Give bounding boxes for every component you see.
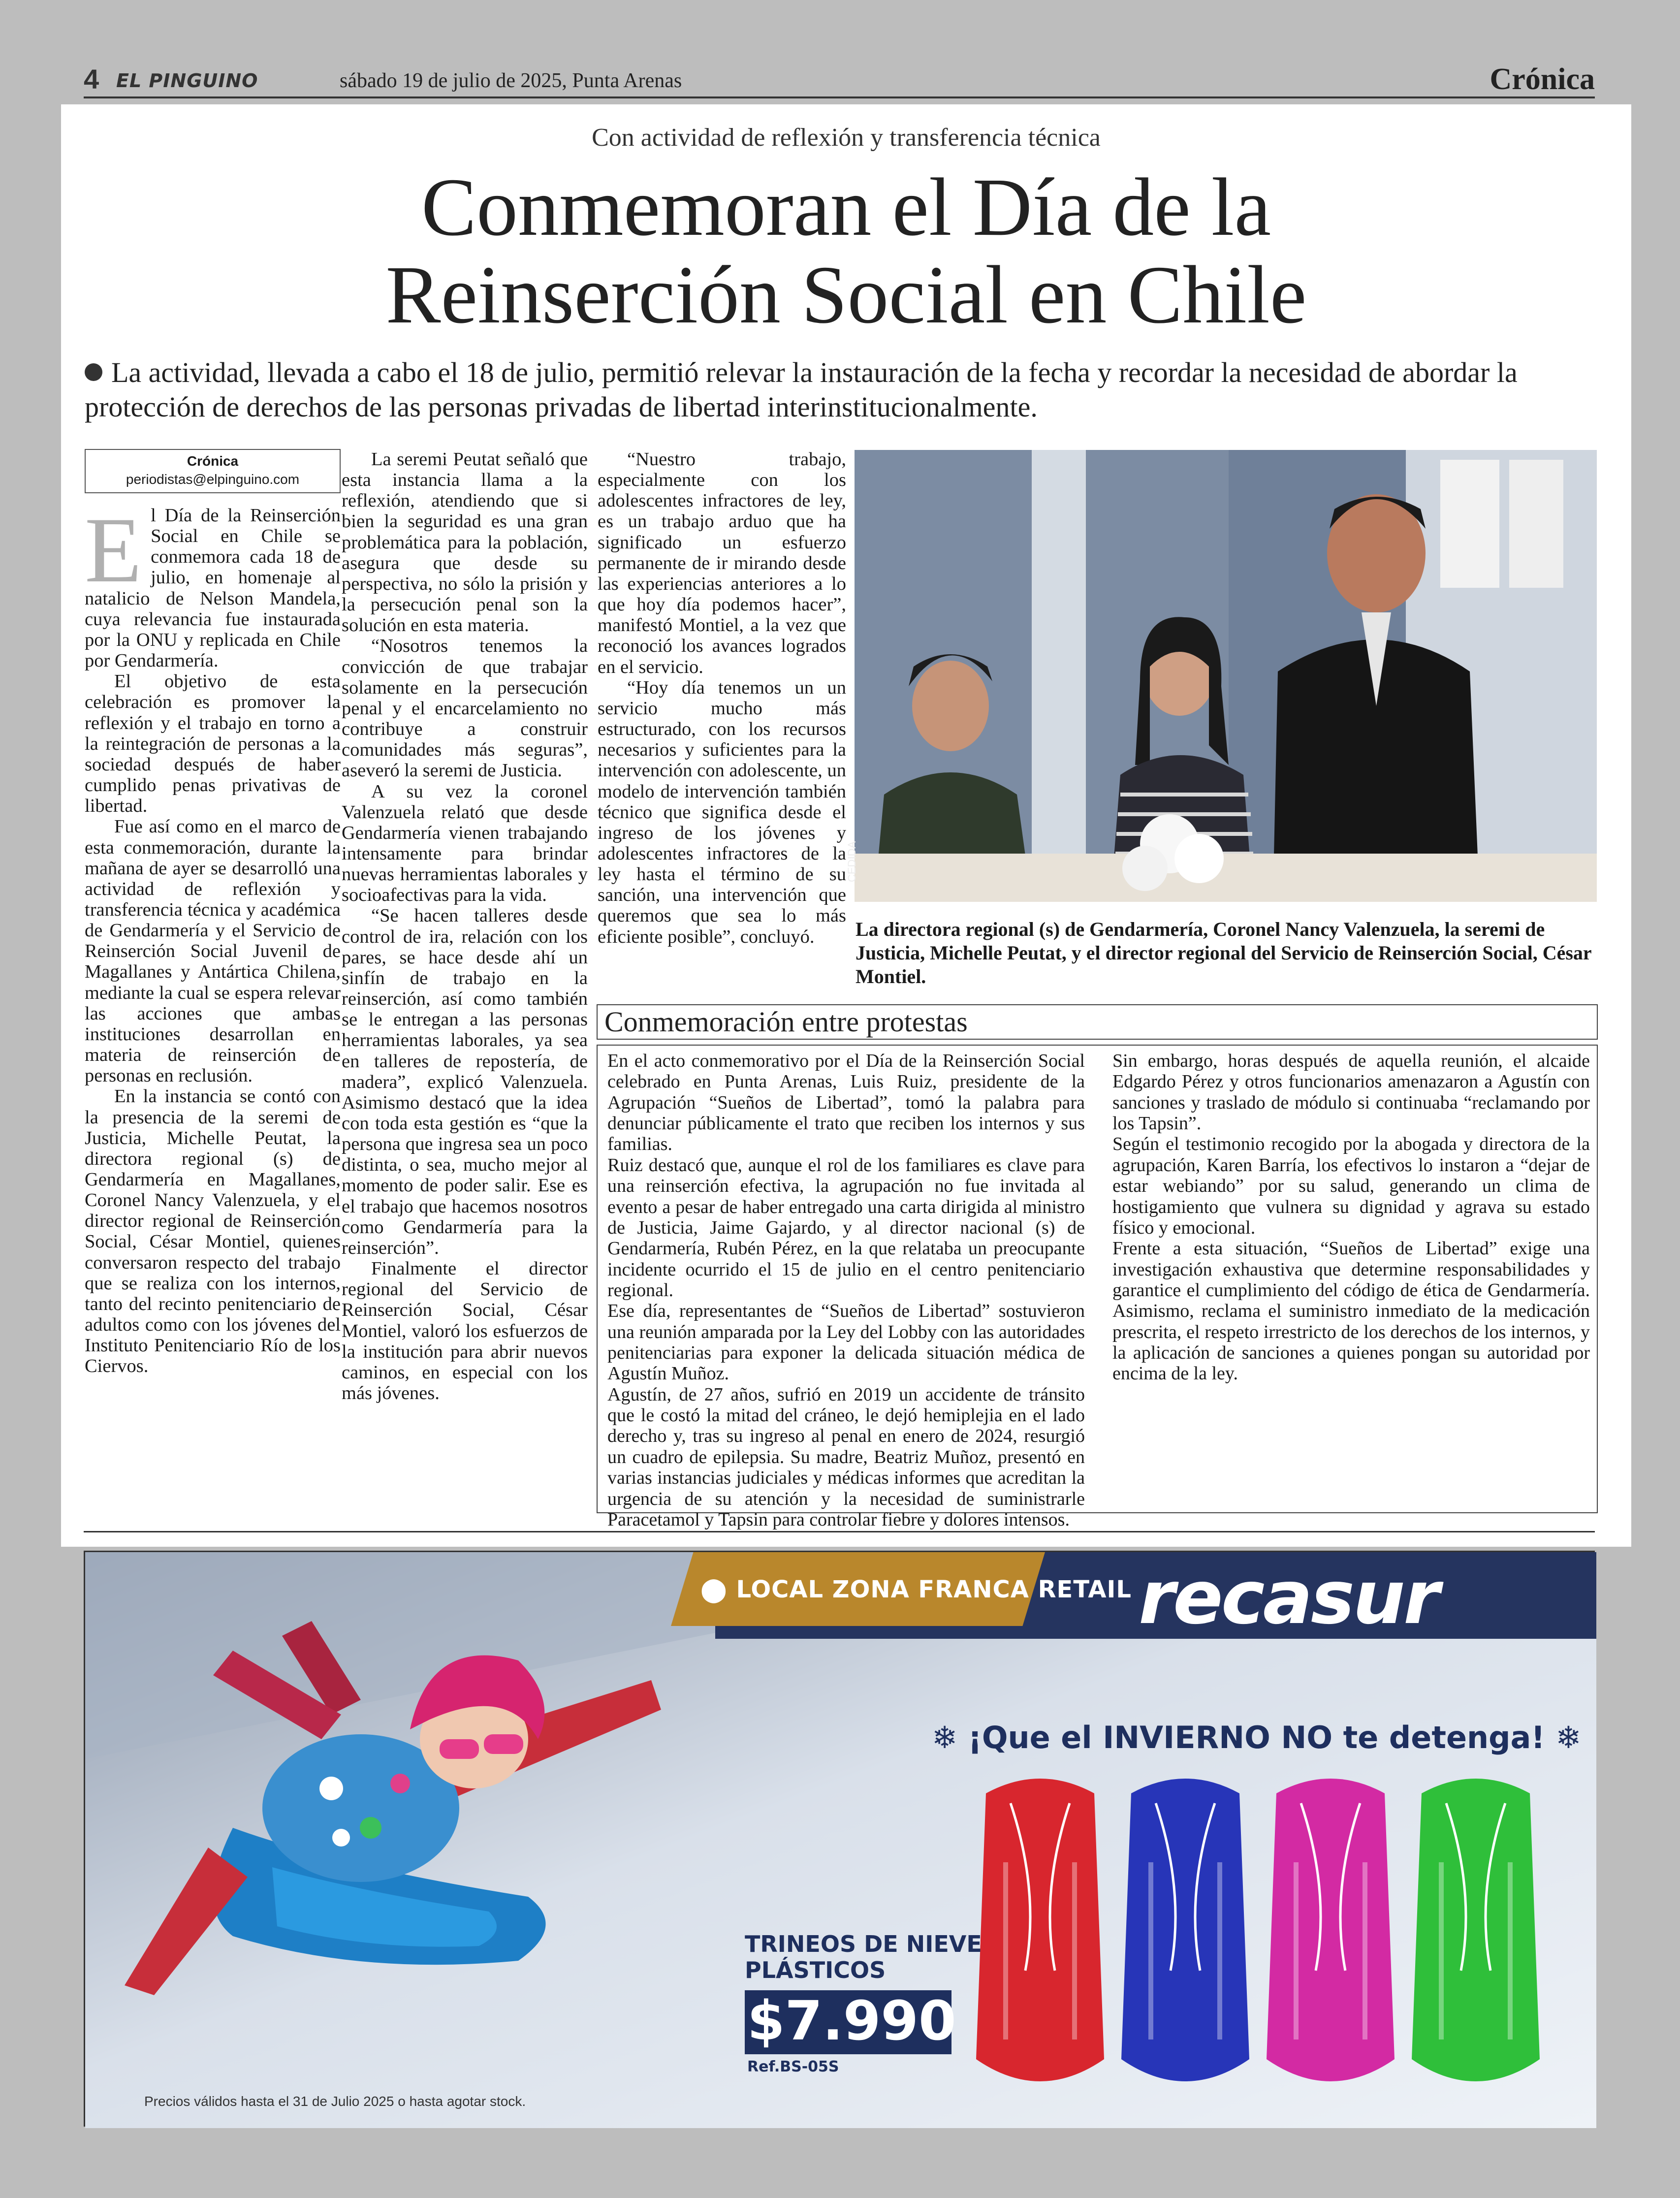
sled <box>1267 1779 1395 2081</box>
page-number: 4 <box>84 64 99 95</box>
snowflake-icon: ❄ <box>932 1720 957 1755</box>
sidebar-column-1 <box>607 1051 1085 1530</box>
paragraph: El Día de la Reinserción Social en Chile se conmemora cada 18 de julio, en homenaje al natalicio de Nelson Mandela, cuya relevancia fue instaurada por la ONU y replicada en Chile por Gendarmería. <box>85 499 341 671</box>
bullet-icon <box>85 363 102 381</box>
sled <box>976 1779 1104 2081</box>
page-header <box>84 63 1595 98</box>
paragraph: El objetivo de esta celebración es promover la reflexión y el trabajo en torno a la reintegración de personas a la sociedad después de haber cumplido penas privativas de libertad. <box>85 671 341 817</box>
paragraph: Fue así como en el marco de esta conmemoración, durante la mañana de ayer se desarrolló una actividad de reflexión y transferencia técnica y académica de Gendarmería y el Servicio de Reinserción Social Juvenil de Magallanes y Antártica Chilena, mediante la cual se espera relevar las acciones que ambas instituciones desarrollan en materia de reinserción de personas en reclusión. <box>85 816 341 1086</box>
photo-credit: CEDIDA <box>846 841 858 882</box>
sidebar-paragraph: Frente a esta situación, “Sueños de Libertad” exige una investigación exhaustiva que determine responsabilidades y garantice el cumplimiento del código de ética de Gendarmería. Asimismo, reclama el suministro inmediato de la medicación prescrita, el respeto irrestricto de los derechos de los internos, y la aplicación de sanciones a quienes pongan su autoridad por encima de la ley. <box>1112 1238 1590 1384</box>
sidebar-paragraph: Ese día, representantes de “Sueños de Libertad” sostuvieron una reunión amparada por la Ley del Lobby con las autoridades penitenciarias para exponer la delicada situación médica de Agustín Muñoz. <box>607 1301 1085 1384</box>
ad-reference: Ref.BS-05S <box>747 2058 839 2075</box>
headline-line-2: Reinserción Social en Chile <box>385 249 1307 341</box>
sidebar-paragraph: En el acto conmemorativo por el Día de la Reinserción Social celebrado en Punta Arenas, Luis Ruiz, presidente de la Agrupación “Sueños de Libertad”, tomó la palabra para denunciar públicamente el trato que reciben los internos y sus familias. <box>607 1051 1085 1155</box>
paragraph: La seremi Peutat señaló que esta instancia llama a la reflexión, atendiendo que si bien la seguridad es una gran problemática para la población, asegura que desde su perspectiva, no sólo la prisión y la persecución penal son la solución en esta materia. <box>342 449 588 636</box>
ad-product-name: TRINEOS DE NIEVE PLÁSTICOS <box>745 1931 982 1983</box>
drop-cap: E <box>85 499 142 602</box>
byline-email[interactable]: periodistas@elpinguino.com <box>126 471 300 487</box>
ad-location-label: ⬤ LOCAL ZONA FRANCA RETAIL <box>700 1576 1132 1603</box>
divider <box>84 1531 1595 1532</box>
sled <box>1121 1779 1249 2081</box>
ad-validity-note: Precios válidos hasta el 31 de Julio 2025 o hasta agotar stock. <box>144 2094 526 2109</box>
paragraph: Finalmente el director regional del Servicio de Reinserción Social, César Montiel, valoró los esfuerzos de la institución para abrir nuevos caminos, en especial con los más jóvenes. <box>342 1258 588 1404</box>
ad-price: $7.990 <box>747 1989 956 2052</box>
article-column-1 <box>85 453 341 1377</box>
sidebar-paragraph: Sin embargo, horas después de aquella reunión, el alcaide Edgardo Pérez y otros funcionarios amenazaron a Agustín con sanciones y traslado de módulo si continuaba “reclamando por los Tapsin”. <box>1112 1051 1590 1134</box>
article-column-2 <box>342 449 588 1403</box>
sidebar-paragraph: Ruiz destacó que, aunque el rol de los familiares es clave para una reinserción efectiva, la agrupación no fue invitada al evento a pesar de haber entregado una carta dirigida al ministro de Justicia, Jaime Gajardo, y al director nacional (s) de Gendarmería, Rubén Pérez, en la que relataba un preocupante incidente ocurrido el 15 de julio en el centro penitenciario regional. <box>607 1154 1085 1301</box>
paragraph: A su vez la coronel Valenzuela relató que desde Gendarmería vienen trabajando intensamente para brindar nuevas herramientas laborales y socioafectivas para la vida. <box>342 781 588 906</box>
advertisement[interactable] <box>84 1551 1595 2127</box>
newspaper-logo: EL PINGUINO <box>116 70 258 92</box>
sidebar-title: Conmemoración entre protestas <box>597 1004 1598 1040</box>
sidebar-paragraph: Agustín, de 27 años, sufrió en 2019 un accidente de tránsito que le costó la mitad del cráneo, le dejó hemiplejia en el lado derecho y, tras su ingreso al penal en enero de 2024, resurgió un cuadro de epilepsia. Su madre, Beatriz Muñoz, presentó en varias instancias judiciales y médicas informes que acreditan la urgencia de su atención y la necesidad de suministrarle Paracetamol y Tapsin para controlar fiebre y dolores intensos. <box>607 1384 1085 1530</box>
paragraph: “Se hacen talleres desde control de ira, relación con los pares, se hace desde ahí un sinfín de trabajo en la reinserción, así como también se le entregan a las personas herramientas laborales, ya sea en talleres de repostería, de madera”, explicó Valenzuela. Asimismo destacó que la idea con toda esta gestión es “que la persona que ingresa sea un poco distinta, o sea, mucho mejor al momento de poder salir. Ese es el trabajo que hacemos nosotros como Gendarmería para la reinserción”. <box>342 905 588 1258</box>
paragraph: “Nosotros tenemos la convicción de que trabajar solamente en la persecución penal y el encarcelamiento no contribuye a construir comunidades más seguras”, aseveró la seremi de Justicia. <box>342 636 588 781</box>
paragraph: En la instancia se contó con la presencia de la seremi de Justicia, Michelle Peutat, la directora regional (s) de Gendarmería en Magallanes, Coronel Nancy Valenzuela, y el director regional de Reinserción Social, César Montiel, quienes conversaron respecto del trabajo que se realiza con los internos, tanto del recinto penitenciario de adultos como con los jóvenes del Instituto Penitenciario Río de los Ciervos. <box>85 1086 341 1377</box>
ad-slogan: ❄ ¡Que el INVIERNO NO te detenga! ❄ <box>932 1720 1582 1755</box>
byline <box>85 449 341 493</box>
article-headline <box>61 163 1631 339</box>
issue-date: sábado 19 de julio de 2025, Punta Arenas <box>340 69 682 92</box>
paragraph: “Hoy día tenemos un un servicio mucho más estructurado, con los recursos necesarios y suficientes para la intervención con adolescente, un modelo de intervención también técnico que significa desde el ingreso de los jóvenes y adolescentes infractores de la ley hasta el término de su sanción, una intervención que queremos que sea lo más eficiente posible”, concluyó. <box>598 677 846 947</box>
article-kicker: Con actividad de reflexión y transferencia técnica <box>592 124 1101 152</box>
photo-illustration <box>855 450 1597 902</box>
photo-caption: La directora regional (s) de Gendarmería, Coronel Nancy Valenzuela, la seremi de Justicia, Michelle Peutat, y el director regional del Servicio de Reinserción Social, César Montiel. <box>856 918 1591 988</box>
paragraph: “Nuestro trabajo, especialmente con los adolescentes infractores de ley, es un trabajo arduo que ha significado un esfuerzo permanente de ir mirando desde las experiencias anteriores a lo que hoy día podemos hacer”, manifestó Montiel, a la vez que reconoció los avances logrados en el servicio. <box>598 449 846 677</box>
lede-text: La actividad, llevada a cabo el 18 de julio, permitió relevar la instauración de la fecha y recordar la necesidad de abordar la protección de derechos de las personas privadas de libertad interinstitucionalmente. <box>85 356 1518 423</box>
article <box>61 104 1631 1547</box>
article-column-3 <box>598 449 846 947</box>
sidebar-paragraph: Según el testimonio recogido por la abogada y directora de la agrupación, Karen Barría, los efectivos lo instaron a “dejar de estar webiando” por su salud, generando un clima de hostigamiento que vulnera su dignidad y agrava su estado físico y emocional. <box>1112 1134 1590 1238</box>
sleds-illustration <box>971 1764 1562 2118</box>
sled <box>1412 1779 1540 2081</box>
headline-line-1: Conmemoran el Día de la <box>421 161 1271 253</box>
ad-brand-logo: recasur <box>1139 1555 1438 1641</box>
byline-section: Crónica <box>187 453 239 469</box>
article-lede <box>85 355 1611 424</box>
sidebar-column-2 <box>1112 1051 1590 1384</box>
location-pin-icon: ⬤ <box>700 1576 736 1603</box>
section-title: Crónica <box>1490 63 1595 96</box>
article-photo <box>846 450 1597 902</box>
snowflake-icon: ❄ <box>1555 1720 1582 1755</box>
sidebar-box <box>597 1045 1598 1530</box>
